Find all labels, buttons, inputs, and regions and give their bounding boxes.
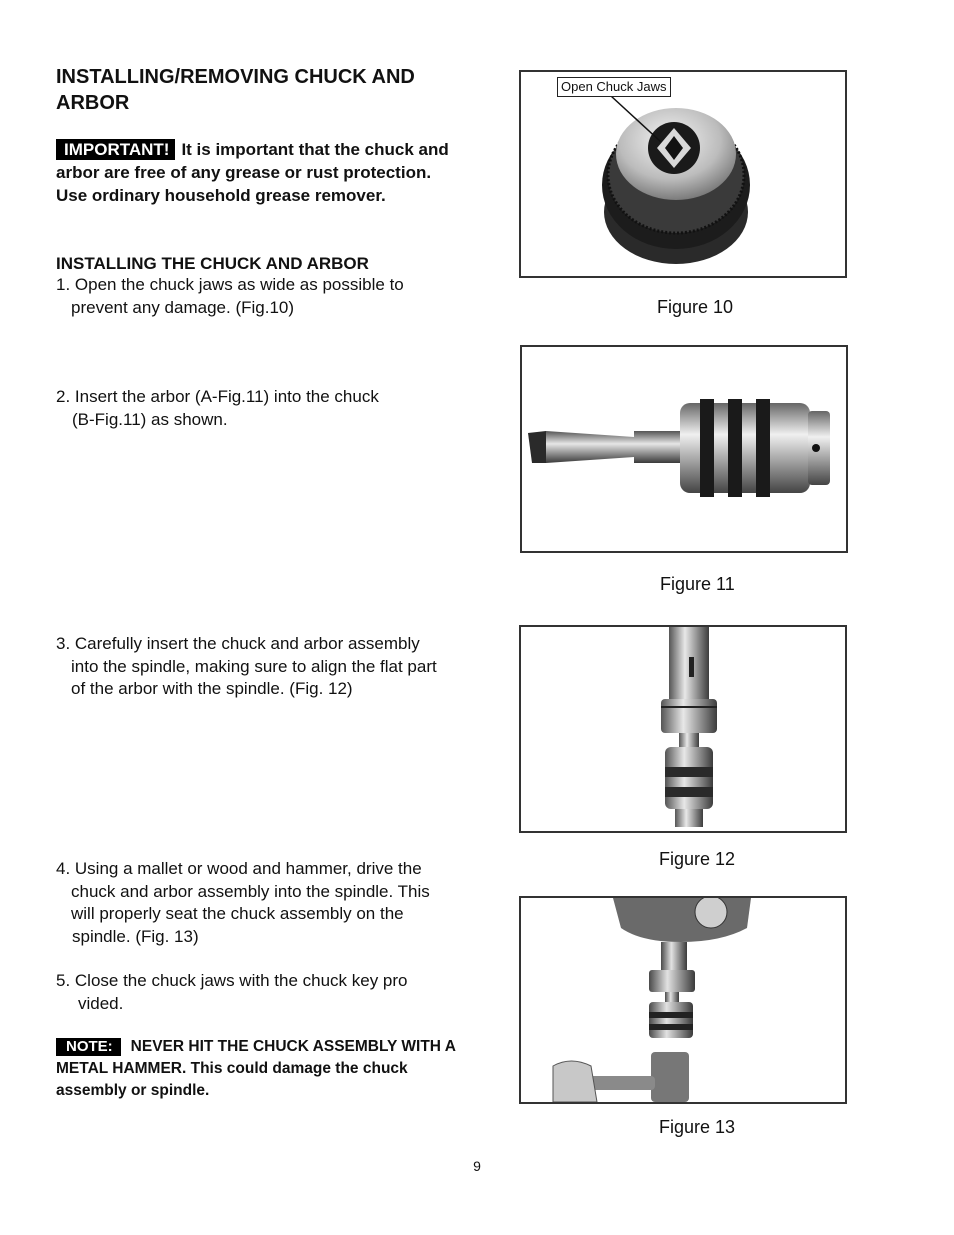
step-4 xyxy=(56,858,476,948)
figure-10-photo xyxy=(519,70,847,278)
step-3-line-1: 3. Carefully insert the chuck and arbor assembly xyxy=(56,634,420,653)
open-chuck-jaws-callout: Open Chuck Jaws xyxy=(557,77,671,97)
step-5 xyxy=(56,970,476,1015)
figure-11-caption: Figure 11 xyxy=(660,574,735,594)
step-4-line-2: chuck and arbor assembly into the spindle. This xyxy=(71,881,430,901)
step-2 xyxy=(56,386,476,431)
section-title: INSTALLING/REMOVING CHUCK AND ARBOR xyxy=(56,66,415,114)
step-4-line-1: 4. Using a mallet or wood and hammer, drive the xyxy=(56,859,422,878)
step-3 xyxy=(56,633,486,701)
important-text: It is important that the chuck and arbor are free of any grease or rust protection. Use ordinary household grease remover. xyxy=(56,140,449,205)
spindle-insertion-illustration xyxy=(521,627,845,831)
step-1-line-1: 1. Open the chuck jaws as wide as possible to xyxy=(56,275,404,294)
step-2-line-1: 2. Insert the arbor (A-Fig.11) into the chuck xyxy=(56,387,379,406)
note-paragraph xyxy=(56,1036,476,1102)
page-number: 9 xyxy=(473,1158,481,1174)
figure-11-photo xyxy=(520,345,848,553)
important-badge: IMPORTANT! xyxy=(56,139,175,160)
figure-10-caption: Figure 10 xyxy=(657,297,734,317)
step-2-line-2: (B-Fig.11) as shown. xyxy=(72,409,228,429)
arbor-and-chuck-illustration xyxy=(522,347,846,551)
figure-13-photo xyxy=(519,896,847,1104)
step-4-line-3: will properly seat the chuck assembly on the xyxy=(71,904,404,923)
subsection-heading: INSTALLING THE CHUCK AND ARBOR xyxy=(56,254,369,273)
figure-13-caption: Figure 13 xyxy=(659,1117,736,1137)
figure-12-caption: Figure 12 xyxy=(659,849,736,869)
mallet-seating-illustration xyxy=(521,898,845,1102)
step-5-line-2: vided. xyxy=(78,993,124,1013)
chuck-front-illustration xyxy=(521,72,845,276)
important-paragraph xyxy=(56,138,461,207)
step-5-line-1: 5. Close the chuck jaws with the chuck key pro xyxy=(56,971,408,990)
step-3-line-3: of the arbor with the spindle. (Fig. 12) xyxy=(71,679,353,698)
step-1-line-2: prevent any damage. (Fig.10) xyxy=(71,297,295,317)
step-1 xyxy=(56,274,476,319)
note-badge: NOTE: xyxy=(56,1038,121,1056)
figure-12-photo xyxy=(519,625,847,833)
step-4-line-4: spindle. (Fig. 13) xyxy=(72,926,199,946)
step-3-line-2: into the spindle, making sure to align the flat part xyxy=(71,656,437,676)
note-text: NEVER HIT THE CHUCK ASSEMBLY WITH A METAL HAMMER. This could damage the chuck assembly or spindle. xyxy=(56,1038,456,1099)
